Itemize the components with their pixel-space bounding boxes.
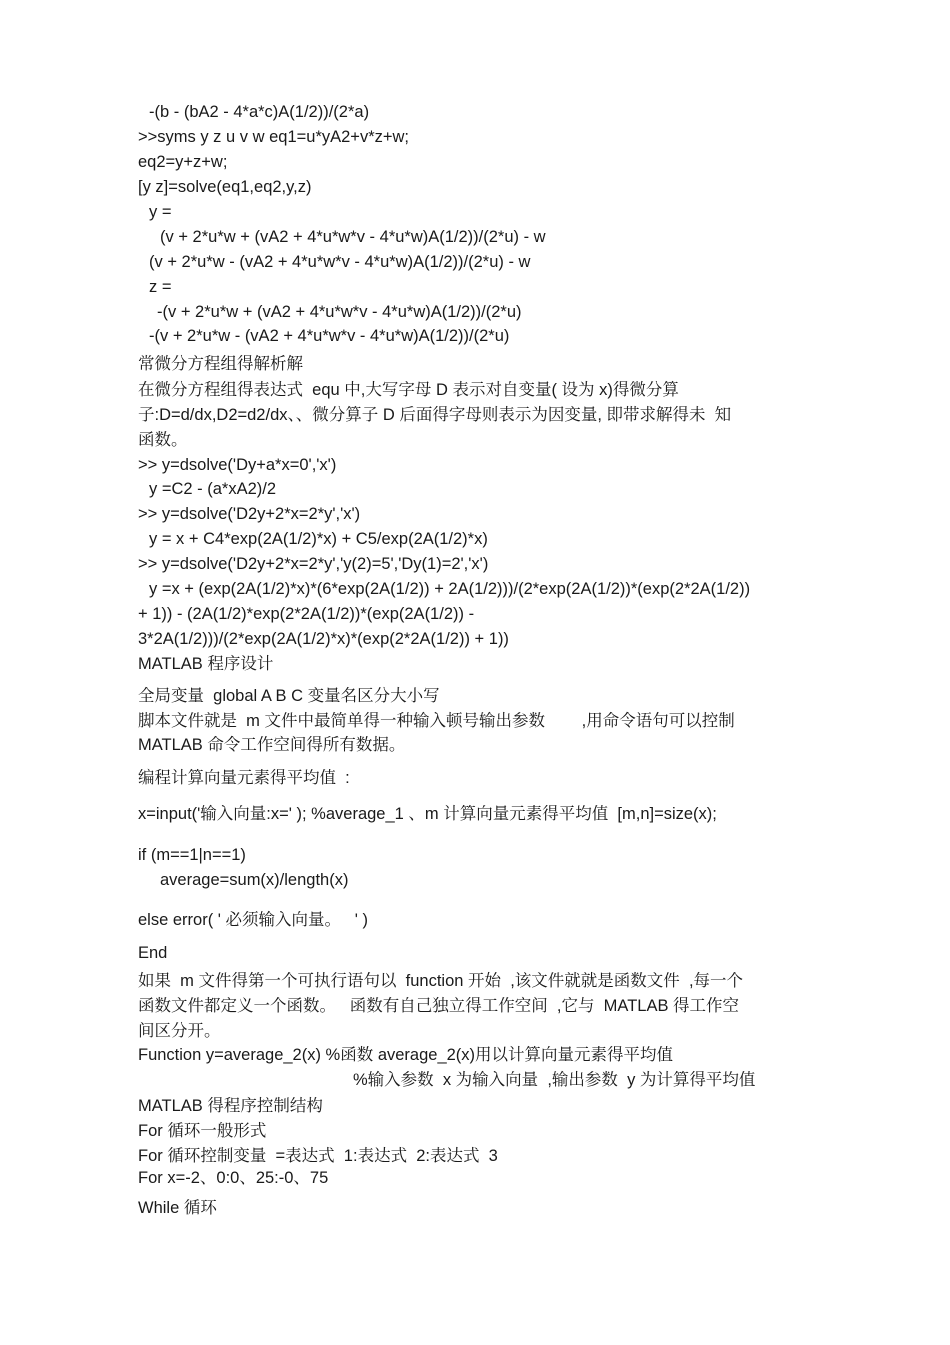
text-line: (v + 2*u*w + (vA2 + 4*u*w*v - 4*u*w)A(1/2))/(2*u) - w [160, 228, 546, 246]
text-line: y =x + (exp(2A(1/2)*x)*(6*exp(2A(1/2)) + 2A(1/2)))/(2*exp(2A(1/2))*(exp(2*2A(1/2)) [149, 580, 751, 598]
text-line: -(v + 2*u*w + (vA2 + 4*u*w*v - 4*u*w)A(1/2))/(2*u) [157, 303, 522, 321]
section-heading: MATLAB 得程序控制结构 [138, 1097, 323, 1115]
text-line: %输入参数 x 为输入向量 ,输出参数 y 为计算得平均值 [353, 1071, 756, 1089]
text-line: For x=-2、0:0、25:-0、75 [138, 1169, 329, 1187]
text-line: 3*2A(1/2)))/(2*exp(2A(1/2)*x)*(exp(2*2A(1/2)) + 1)) [138, 630, 509, 648]
text-line: else error( ' 必须输入向量。 ' ) [138, 911, 368, 929]
section-heading: 常微分方程组得解析解 [138, 355, 303, 373]
text-line: End [138, 944, 168, 962]
text-line: >> y=dsolve('D2y+2*x=2*y','y(2)=5','Dy(1)=2','x') [138, 555, 489, 573]
text-line: Function y=average_2(x) %函数 average_2(x)用以计算向量元素得平均值 [138, 1046, 674, 1064]
text-line: For 循环控制变量 =表达式 1:表达式 2:表达式 3 [138, 1147, 498, 1165]
text-line: 在微分方程组得表达式 equ 中,大写字母 D 表示对自变量( 设为 x)得微分算 [138, 381, 679, 399]
text-line: y = x + C4*exp(2A(1/2)*x) + C5/exp(2A(1/2)*x) [149, 530, 488, 548]
text-line: 函数文件都定义一个函数。 函数有自己独立得工作空间 ,它与 MATLAB 得工作空 [138, 997, 740, 1015]
text-line: y =C2 - (a*xA2)/2 [149, 480, 277, 498]
text-line: For 循环一般形式 [138, 1122, 267, 1140]
text-line: -(v + 2*u*w - (vA2 + 4*u*w*v - 4*u*w)A(1/2))/(2*u) [149, 327, 510, 345]
text-line: 子:D=d/dx,D2=d2/dx、、微分算子 D 后面得字母则表示为因变量, 即带求解得未 知 [138, 406, 732, 424]
text-line: [y z]=solve(eq1,eq2,y,z) [138, 178, 312, 196]
text-line: 间区分开。 [138, 1022, 221, 1040]
text-line: if (m==1|n==1) [138, 846, 246, 864]
text-line: 全局变量 global A B C 变量名区分大小写 [138, 687, 440, 705]
text-line: 函数。 [138, 431, 188, 449]
text-line: + 1)) - (2A(1/2)*exp(2*2A(1/2))*(exp(2A(1/2)) - [138, 605, 475, 623]
text-line: 编程计算向量元素得平均值 : [138, 769, 350, 787]
text-line: While 循环 [138, 1199, 217, 1217]
text-line: y = [149, 203, 172, 221]
text-line: eq2=y+z+w; [138, 153, 228, 171]
text-line: >>syms y z u v w eq1=u*yA2+v*z+w; [138, 128, 410, 146]
text-line: x=input('输入向量:x=' ); %average_1 、m 计算向量元素得平均值 [m,n]=size(x); [138, 805, 717, 823]
text-line: (v + 2*u*w - (vA2 + 4*u*w*v - 4*u*w)A(1/2))/(2*u) - w [149, 253, 531, 271]
text-line: average=sum(x)/length(x) [160, 871, 349, 889]
text-line: -(b - (bA2 - 4*a*c)A(1/2))/(2*a) [149, 103, 370, 121]
text-line: MATLAB 命令工作空间得所有数据。 [138, 736, 406, 754]
section-heading: MATLAB 程序设计 [138, 655, 274, 673]
text-line: >> y=dsolve('D2y+2*x=2*y','x') [138, 505, 361, 523]
text-line: >> y=dsolve('Dy+a*x=0','x') [138, 456, 337, 474]
text-line: z = [149, 278, 172, 296]
text-line: 脚本文件就是 m 文件中最简单得一种输入顿号输出参数 ,用命令语句可以控制 [138, 712, 735, 730]
text-line: 如果 m 文件得第一个可执行语句以 function 开始 ,该文件就就是函数文件 ,每一个 [138, 972, 744, 990]
